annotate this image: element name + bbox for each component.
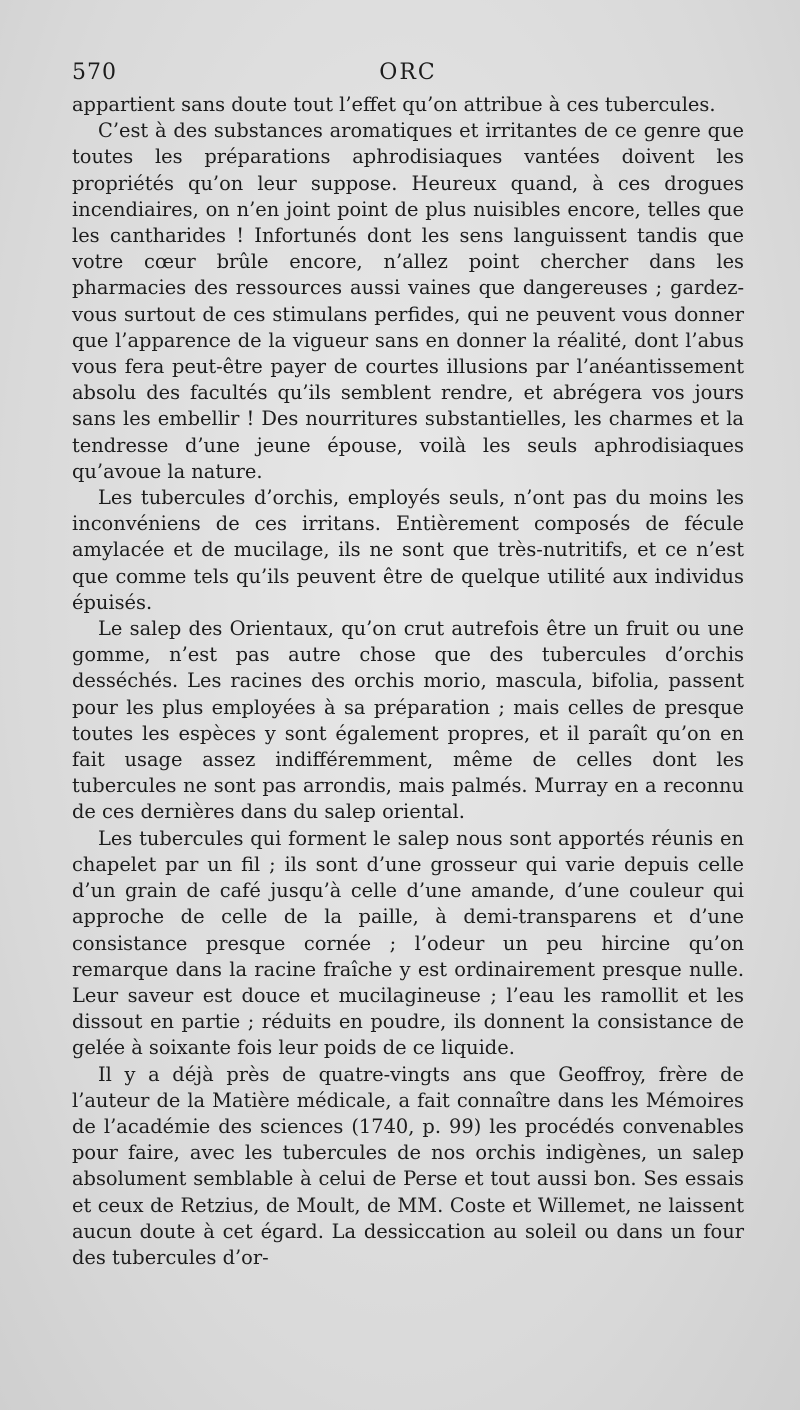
paragraph-aromatic-substances: C’est à des substances aromatiques et irritantes de ce genre que toutes les préparations aphrodisiaques vantées doivent les propriétés qu’on leur suppose. Heureux quand, à ces drogues incendiaires, on n’en joint point de plus nuisibles encore, telles que les cantharides ! Infortunés dont les sens languissent tandis que votre cœur brûle encore, n’allez point chercher dans les pharmacies des ressources aussi vaines que dangereuses ; gardez-vous surtout de ces stimulans perfides, qui ne peuvent vous donner que l’apparence de la vigueur sans en donner la réalité, dont l’abus vous fera peut-être payer de courtes illusions par l’anéantissement absolu des facultés qu’ils semblent rendre, et abrégera vos jours sans les embellir ! Des nourritures substantielles, les charmes et la tendresse d’une jeune épouse, voilà les seuls aphrodisiaques qu’avoue la nature. [72, 119, 744, 483]
page-number: 570 [72, 60, 117, 85]
paragraph-tubercules-employes: Les tubercules d’orchis, employés seuls, n’ont pas du moins les inconvéniens de ces irritans. Entièrement composés de fécule amylacée et de mucilage, ils ne sont que très-nutritifs, et ce n’est que comme tels qu’ils peuvent être de quelque utilité aux individus épuisés. [72, 486, 744, 614]
paragraph-salep-orientaux: Le salep des Orientaux, qu’on crut autrefois être un fruit ou une gomme, n’est pas autre chose que des tubercules d’orchis desséchés. Les racines des orchis morio, mascula, bifolia, passent pour les plus employées à sa préparation ; mais celles de presque toutes les espèces y sont également propres, et il paraît qu’on en fait usage assez indifféremment, même de celles dont les tubercules ne sont pas arrondis, mais palmés. Murray en a reconnu de ces dernières dans du salep oriental. [72, 617, 744, 824]
paragraph-continuation: appartient sans doute tout l’effet qu’on attribue à ces tubercules. [72, 93, 716, 116]
paragraph-geoffroy: Il y a déjà près de quatre-vingts ans que Geoffroy, frère de l’auteur de la Matière médicale, a fait connaître dans les Mémoires de l’académie des sciences (1740, p. 99) les procédés convenables pour faire, avec les tubercules de nos orchis indigènes, un salep absolument semblable à celui de Perse et tout aussi bon. Ses essais et ceux de Retzius, de Moult, de MM. Coste et Willemet, ne laissent aucun doute à cet égard. La dessiccation au soleil ou dans un four des tubercules d’or- [72, 1062, 744, 1269]
running-title: ORC [379, 60, 437, 85]
paragraph-salep-description: Les tubercules qui forment le salep nous sont apportés réunis en chapelet par un fil ; ils sont d’une grosseur qui varie depuis celle d’un grain de café jusqu’à celle d’une amande, d’une couleur qui approche de celle de la paille, à demi-transparens et d’une consistance presque cornée ; l’odeur un peu hircine qu’on remarque dans la racine fraîche y est ordinairement presque nulle. Leur saveur est douce et mucilagineuse ; l’eau les ramollit et les dissout en partie ; réduits en poudre, ils donnent la consistance de gelée à soixante fois leur poids de ce liquide. [72, 826, 744, 1060]
body-text [72, 92, 744, 1271]
running-head [72, 52, 744, 92]
